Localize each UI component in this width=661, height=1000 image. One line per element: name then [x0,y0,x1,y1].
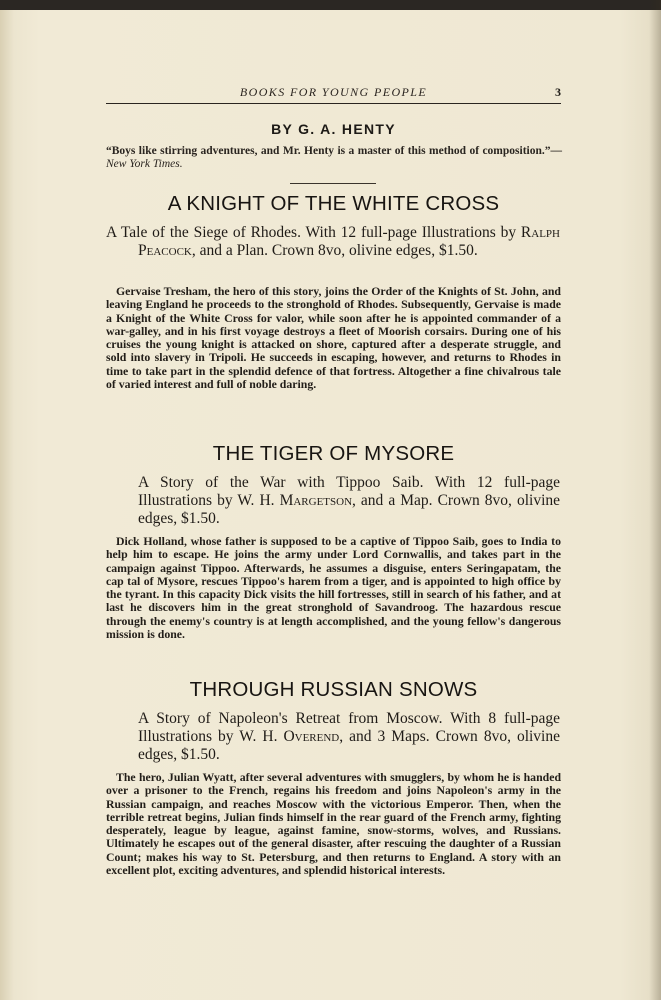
illustrator-name: Margetson [279,492,353,509]
subtitle-text: A Tale of the Siege of Rhodes. With 12 full-page Illustrations by [106,224,521,241]
illustrator-name: Overend [283,728,340,745]
page-shadow [649,0,661,1000]
running-header [106,85,561,104]
book-subtitle [106,710,560,764]
divider [290,183,376,184]
book-description [106,285,561,391]
subtitle-text-end: , and 3 Maps. Crown 8vo, olivine edges, $1.50. [138,728,560,763]
quote-text: “Boys like stirring adventures, and Mr. Henty is a master of this method of composition.”— [106,145,562,157]
description-text: Dick Holland, whose father is supposed to be a captive of Tippoo Saib, goes to India to help him to escape. He joins the army under Lord Cornwallis, and takes part in the campaign against Tippoo. Afterwards, he assumes a disguise, enters Seringapatam, the cap tal of Mysore, rescues Tippoo's harem from a tiger, and is appointed to high office by the tyrant. In this capacity Dick visits the hill fortresses, still in search of his father, and at last he discovers him in the great stronghold of Savandroog. The hazardous rescue through the enemy's country is at length accomplished, and the young fellow's dangerous mission is done. [106,534,561,642]
scan-edge [0,0,661,10]
press-quote [106,145,562,171]
book-title: THROUGH RUSSIAN SNOWS [189,678,478,701]
subtitle-text: A Story of the War with Tippoo Saib. With 12 full-page Illustrations by W. H. [138,474,560,509]
book-description [106,771,561,877]
book-title: A KNIGHT OF THE WHITE CROSS [167,192,500,215]
book-title: THE TIGER OF MYSORE [212,442,455,465]
book-description [106,535,561,641]
subtitle-text-end: , and a Map. Crown 8vo, olivine edges, $1.50. [138,492,561,527]
subtitle-text: A Story of Napoleon's Retreat from Moscow. With 8 full-page Illustrations by W. H. [138,710,560,745]
page-number: 3 [555,85,561,99]
subtitle-text-end: , and a Plan. Crown 8vo, olivine edges, $1.50. [191,242,478,259]
quote-source: New York Times. [106,158,183,170]
author-byline: BY G. A. HENTY [271,121,396,137]
description-text: Gervaise Tresham, the hero of this story, joins the Order of the Knights of St. John, and leaving England he proceeds to the stronghold of Rhodes. Subsequently, Gervaise is made a Knight of the White Cross for valor, while soon after he is appointed commander of a war-galley, and in his first voyage destroys a fleet of Moorish corsairs. During one of his cruises the young knight is attacked on shore, captured after a desperate struggle, and sold into slavery in Tripoli. He succeeds in escaping, however, and returns to Rhodes in time to take part in the splendid defence of that fortress. Altogether a fine chivalrous tale of varied interest and full of noble daring. [106,284,561,392]
running-head-title: BOOKS FOR YOUNG PEOPLE [239,85,428,99]
illustrator-name: Ralph Peacock [138,224,560,259]
book-subtitle [106,474,560,528]
description-text: The hero, Julian Wyatt, after several adventures with smugglers, by whom he is handed over a prisoner to the French, regains his freedom and joins Napoleon's army in the Russian campaign, and reaches Moscow with the victorious Emperor. Then, when the terrible retreat begins, Julian finds himself in the rear guard of the French army, fighting desperately, league by league, against famine, snow-storms, wolves, and Russians. Ultimately he escapes out of the general disaster, after rescuing the daughter of a Russian Count; makes his way to St. Petersburg, and then returns to England. A story with an excellent plot, exciting adventures, and splendid historical interests. [106,770,561,878]
book-subtitle [106,224,560,260]
